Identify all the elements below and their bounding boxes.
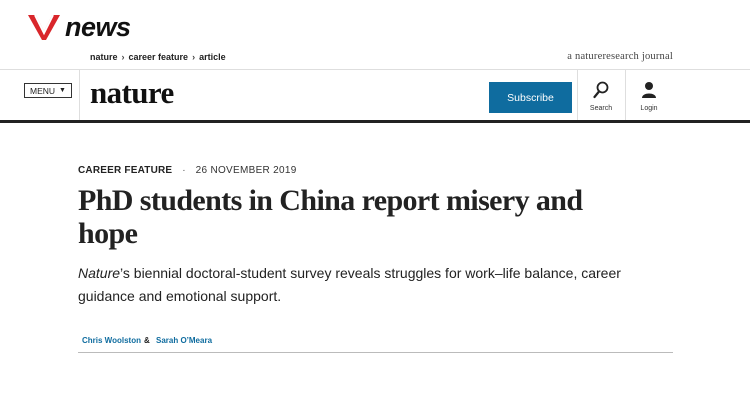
subscribe-button[interactable]: Subscribe (489, 82, 572, 113)
chevron-right-icon: › (192, 52, 196, 62)
divider (625, 70, 626, 120)
publish-date: 26 NOVEMBER 2019 (195, 165, 297, 176)
tagline-prefix: a (567, 51, 573, 62)
tagline-research: research (602, 51, 640, 62)
site-header (0, 70, 750, 120)
user-icon (641, 81, 657, 99)
tagline-suffix: journal (641, 51, 673, 62)
chevron-down-icon: ▼ (59, 87, 66, 94)
divider (577, 70, 578, 120)
standfirst-italic: Nature (78, 265, 121, 281)
menu-label: MENU (30, 85, 56, 96)
article-title: PhD students in China report misery and hope (78, 184, 583, 250)
login-label: Login (640, 105, 658, 112)
divider (79, 70, 80, 120)
article-meta (78, 165, 678, 176)
breadcrumb-item-article: article (199, 52, 226, 62)
standfirst-text: ’s biennial doctoral-student survey reveals struggles for work–life balance, career guidance and emotional support. (78, 265, 621, 304)
article-type[interactable]: CAREER FEATURE (78, 165, 173, 176)
menu-button[interactable] (24, 83, 72, 98)
login-button[interactable] (631, 81, 667, 112)
chevron-right-icon: › (121, 52, 125, 62)
tagline-brand: nature (575, 51, 603, 62)
search-label: Search (589, 105, 613, 112)
article-header (78, 165, 678, 308)
breadcrumb-item-career-feature[interactable]: career feature (128, 52, 189, 62)
divider (78, 352, 673, 353)
v-logo-icon (26, 12, 62, 42)
author-joiner: & (143, 336, 150, 345)
logo-text: news (65, 11, 131, 42)
breadcrumb (90, 52, 226, 62)
nature-research-tagline[interactable] (567, 51, 673, 62)
meta-separator: · (182, 165, 186, 176)
article-standfirst (78, 262, 638, 308)
site-logo[interactable] (26, 10, 131, 44)
search-button[interactable] (583, 81, 619, 112)
breadcrumb-item-nature[interactable]: nature (90, 52, 118, 62)
author-link[interactable]: Chris Woolston (82, 336, 141, 345)
header-rule (0, 120, 750, 123)
author-link[interactable]: Sarah O’Meara (155, 336, 213, 345)
search-icon (593, 81, 609, 99)
author-list (82, 336, 212, 345)
nature-brand-logo[interactable]: nature (90, 75, 174, 110)
